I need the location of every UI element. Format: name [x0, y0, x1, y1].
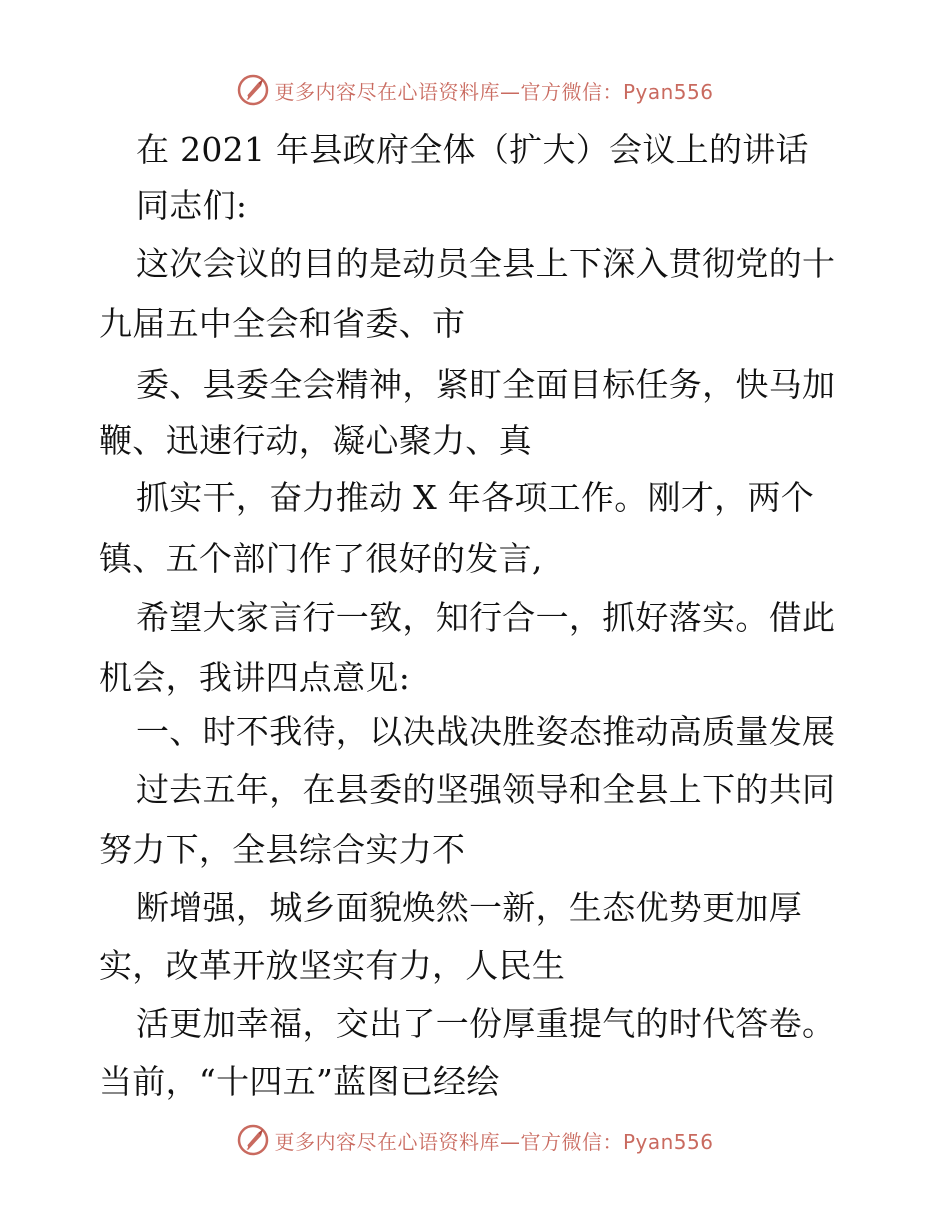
section-heading: 一、时不我待，以决战决胜姿态推动高质量发展: [136, 712, 836, 751]
paragraph-line: 过去五年，在县委的坚强领导和全县上下的共同: [136, 770, 836, 809]
paragraph-line: 机会，我讲四点意见:: [99, 658, 411, 697]
paragraph-line: 活更加幸福，交出了一份厚重提气的时代答卷。: [136, 1004, 836, 1043]
paragraph-line: 镇、五个部门作了很好的发言,: [99, 539, 543, 578]
feather-pen-logo-icon: [236, 1123, 270, 1157]
watermark-text: 更多内容尽在心语资料库—官方微信：Pyan556: [274, 79, 714, 104]
paragraph-line: 委、县委全会精神，紧盯全面目标任务，快马加: [136, 365, 836, 404]
paragraph-line: 九届五中全会和省委、市: [99, 304, 466, 343]
watermark-text: 更多内容尽在心语资料库—官方微信：Pyan556: [274, 1129, 714, 1154]
feather-pen-logo-icon: [236, 73, 270, 107]
paragraph-line: 实，改革开放坚实有力，人民生: [99, 946, 566, 985]
paragraph-line: 鞭、迅速行动，凝心聚力、真: [99, 421, 532, 460]
paragraph-line: 当前，“十四五”蓝图已经绘: [99, 1062, 500, 1101]
footer-watermark: [0, 1120, 950, 1160]
paragraph-line: 断增强，城乡面貌焕然一新，生态优势更加厚: [136, 888, 802, 927]
paragraph-line: 这次会议的目的是动员全县上下深入贯彻党的十: [136, 244, 836, 283]
paragraph-line: 希望大家言行一致，知行合一，抓好落实。借此: [136, 598, 836, 637]
document-title: 在 2021 年县政府全体（扩大）会议上的讲话: [136, 130, 809, 169]
paragraph-line: 努力下，全县综合实力不: [99, 830, 466, 869]
header-watermark: [0, 70, 950, 110]
paragraph-line: 抓实干，奋力推动 X 年各项工作。刚才，两个: [136, 478, 815, 517]
salutation: 同志们:: [136, 186, 248, 225]
